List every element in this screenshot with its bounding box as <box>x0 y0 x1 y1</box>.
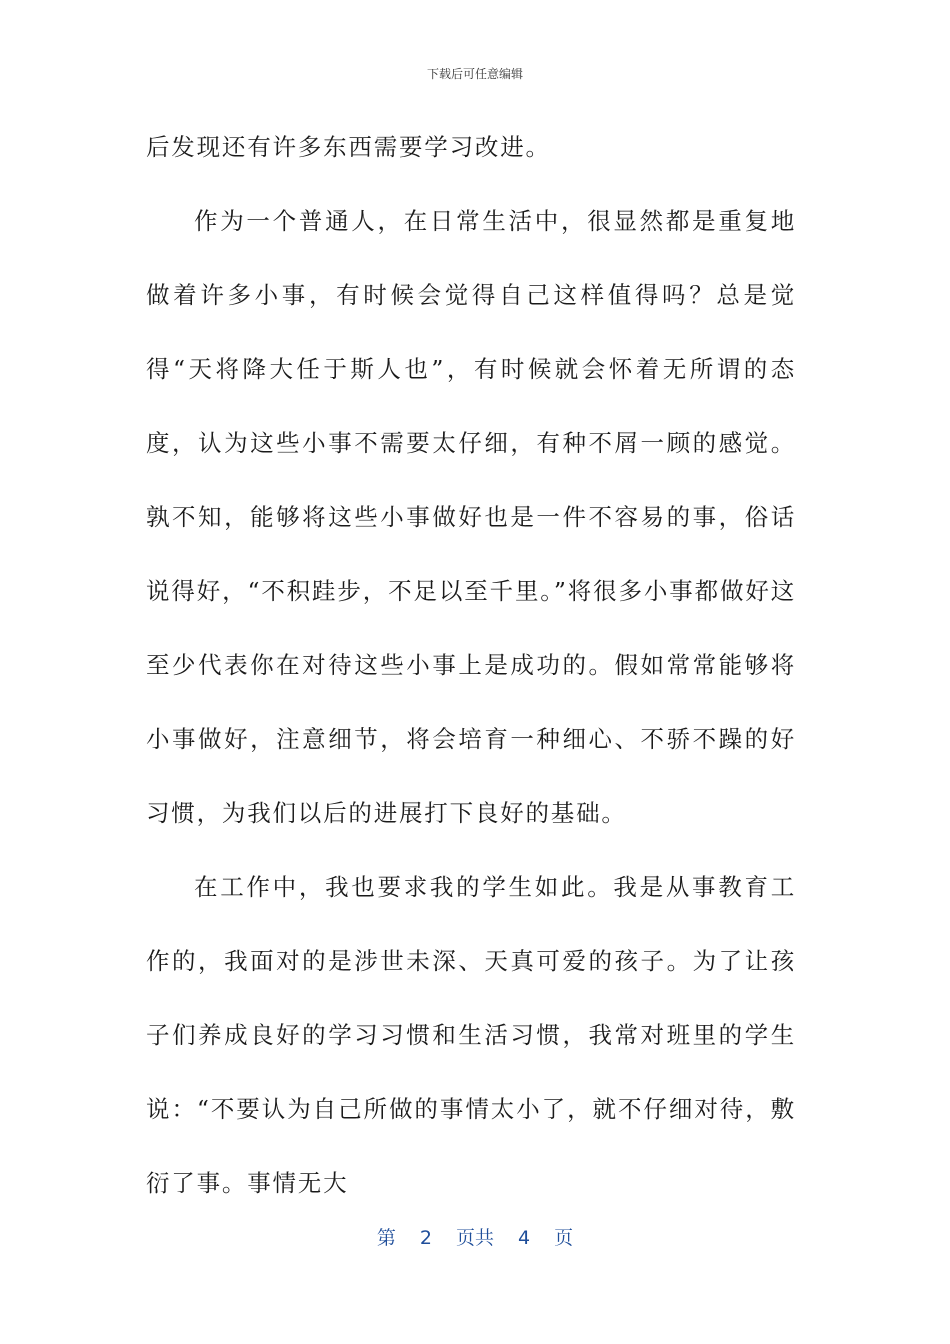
footer-prefix: 第 <box>376 1227 396 1249</box>
page-header <box>0 66 950 82</box>
footer-current-page: 2 <box>419 1227 432 1249</box>
footer-total-pages: 4 <box>518 1227 531 1249</box>
paragraph-work-students: 在工作中，我也要求我的学生如此。我是从事教育工作的，我面对的是涉世未深、天真可爱的孩子。为了让孩子们养成良好的学习习惯和生活习惯，我常对班里的学生说：“不要认为自己所做的事情太小了，就不仔细对待，敷衍了事。事情无大 <box>146 873 796 1197</box>
page-footer <box>0 1224 950 1252</box>
document-body <box>146 110 796 1220</box>
paragraph-continuation: 后发现还有许多东西需要学习改进。 <box>146 133 551 161</box>
paragraph-small-things: 作为一个普通人，在日常生活中，很显然都是重复地做着许多小事，有时候会觉得自己这样值得吗？总是觉得“天将降大任于斯人也”，有时候就会怀着无所谓的态度，认为这些小事不需要太仔细，有种不屑一顾的感觉。孰不知，能够将这些小事做好也是一件不容易的事，俗话说得好，“不积跬步，不足以至千里。”将很多小事都做好这至少代表你在对待这些小事上是成功的。假如常常能够将小事做好，注意细节，将会培育一种细心、不骄不躁的好习惯，为我们以后的进展打下良好的基础。 <box>146 207 796 827</box>
footer-suffix: 页 <box>554 1227 574 1249</box>
header-text: 下载后可任意编辑 <box>426 67 523 81</box>
footer-middle: 页共 <box>455 1227 494 1249</box>
